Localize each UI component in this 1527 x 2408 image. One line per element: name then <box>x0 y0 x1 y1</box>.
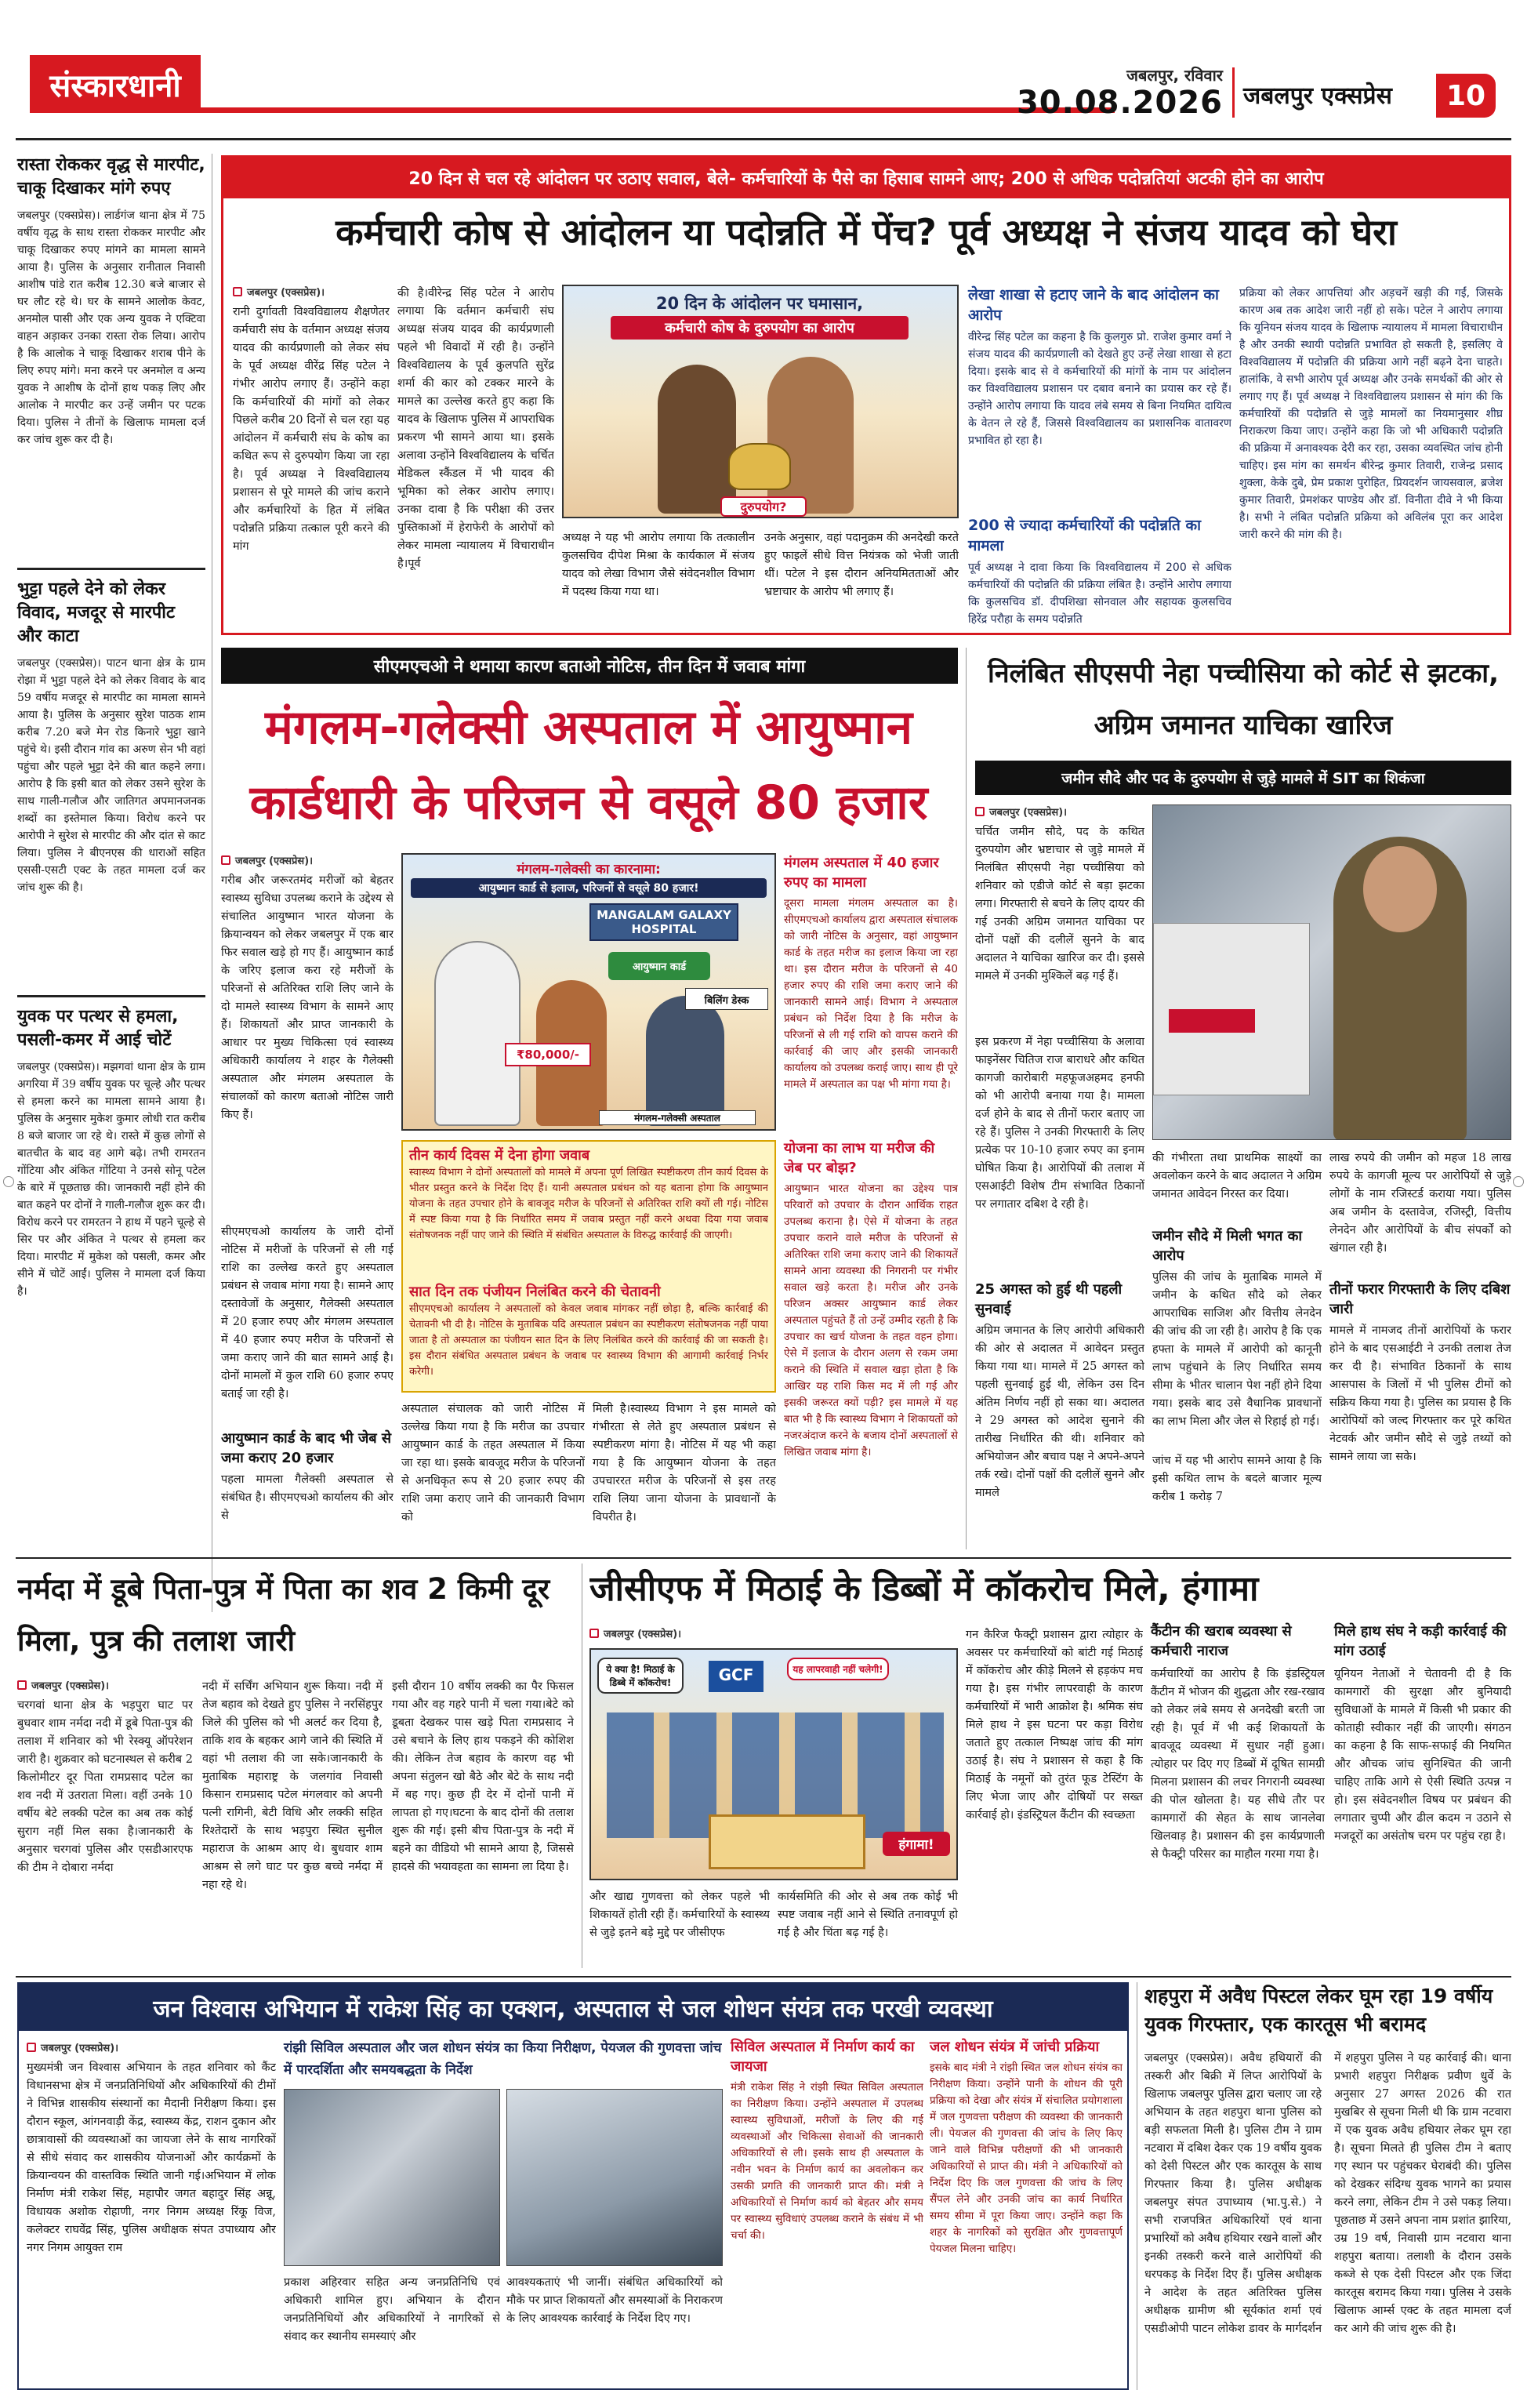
story-gcf <box>589 1564 1511 1968</box>
vehicle-plate <box>1169 1009 1255 1033</box>
cartoon-caption: मंगलम-गलेक्सी अस्पताल <box>599 1110 756 1125</box>
paper-name: जबलपुर एक्सप्रेस <box>1243 82 1392 110</box>
top-story-body-1: रानी दुर्गावती विश्वविद्यालय शैक्षणेतर कर्मचारी संघ के वर्तमान अध्यक्ष संजय यादव की कार्यप्रणाली को लेकर संघ के पूर्व अध्यक्ष वीरेंद्र सिंह पटेल ने गंभीर आरोप लगाए हैं। उन्होंने कहा कि कर्मचारियों की मांगों को लेकर पिछले करीब 20 दिनों से चल रहा यह आंदोलन में कर्मचारी संघ के कोष का कथित रूप से दुरुपयोग किया जा रहा है। पूर्व अध्यक्ष ने विश्वविद्यालय प्रशासन से पूरे मामले की जांच कराने और कर्मचारियों के हित में लंबित पदोन्नति प्रक्रिया तत्काल पूरी करने की मांग <box>233 306 390 553</box>
sidebar-heading: लेखा शाखा से हटाए जाने के बाद आंदोलन का आरोप <box>968 286 1219 324</box>
billing-desk: बिलिंग डेस्क <box>685 988 768 1010</box>
section-rule <box>16 1557 1511 1559</box>
brief-3-headline: युवक पर पत्थर से हमला, पसली-कमर में आई चोटें <box>17 1007 179 1050</box>
sidebar-heading: जल शोधन संयंत्र में जांची प्रक्रिया <box>930 2039 1100 2055</box>
story-csp-body-2a: की गंभीरता तथा प्राथमिक साक्ष्यों का अवलोकन करने के बाद अदालत ने अग्रिम जमानत आवेदन निरस्त कर दिया। <box>1152 1152 1322 1200</box>
masthead-bottom-rule <box>16 138 1511 140</box>
byline: जबलपुर (एक्सप्रेस)। <box>589 1626 825 1640</box>
brief-divider <box>17 995 205 997</box>
story-gcf-body-1: गन कैरिज फैक्ट्री प्रशासन द्वारा त्योहार के अवसर पर कर्मचारियों को बांटी गई मिठाई में कॉकरोच और कीड़े मिलने से हड़कंप मच गया है। इस गंभीर लापरवाही के कारण कर्मचारियों में भारी आक्रोश है। श्रमिक संघ मिले हाथ ने इस घटना पर कड़ा विरोध जताते हुए तत्काल निष्पक्ष जांच की मांग उठाई है। संघ ने प्रशासन से कहा है कि मिठाई के नमूनों को तुरंत फूड टेस्टिंग के लिए भेजा जाए और दोषियों पर सख्त कार्रवाई हो। इंडस्ट्रियल कैंटीन की स्वच्छता <box>966 1629 1143 1821</box>
top-story-headline: कर्मचारी कोष से आंदोलन या पदोन्नति में पेंच? पूर्व अध्यक्ष ने संजय यादव को घेरा <box>336 211 1397 253</box>
story-csp-subhead: तीनों फरार गिरफ्तारी के लिए दबिश जारी <box>1329 1281 1511 1317</box>
sidebar-text: दूसरा मामला मंगलम अस्पताल का है। सीएमएचओ कार्यालय द्वारा अस्पताल संचालक को जारी नोटिस के अनुसार, वहां आयुष्मान कार्ड के तहत मरीज का इलाज किया जा रहा था। इस दौरान मरीज के परिजनों से 40 हजार रुपए की राशि जमा कराए जाने की जानकारी सामने आई। विभाग ने अस्पताल प्रबंधन को निर्देश दिया है कि मरीज के परिजनों से ली गई राशि को वापस कराने की कार्रवाई की जाए और इसकी जानकारी कार्यालय को उपलब्ध कराई जाए। साथ ही पूरे मामले में अस्पताल का पक्ष भी मांगा गया है। <box>784 897 958 1091</box>
masthead-divider <box>1232 67 1235 118</box>
brief-1-headline: रास्ता रोककर वृद्ध से मारपीट, चाकू दिखाकर मांगे रुपए <box>17 155 205 198</box>
masthead <box>0 0 1527 151</box>
sidebar-heading: मंगलम अस्पताल में 40 हजार रुपए का मामला <box>784 855 939 891</box>
story-csp-photo <box>1152 804 1511 1140</box>
story-ayushman-cartoon <box>401 853 776 1131</box>
photo-water-plant <box>506 2089 723 2266</box>
sidebar-heading: सिविल अस्पताल में निर्माण कार्य का जायजा <box>731 2039 915 2075</box>
story-narmada-col1 <box>17 1678 193 1967</box>
story-jan-vishwas-body-1: मुख्यमंत्री जन विश्वास अभियान के तहत शनिवार को कैंट विधानसभा क्षेत्र में जनप्रतिनिधियों और अधिकारियों की टीमों ने विभिन्न शासकीय संस्थानों का मैदानी निरीक्षण किया। इस दौरान स्कूल, आंगनवाड़ी केंद्र, स्वास्थ्य केंद्र, राशन दुकान और छात्रावासों की व्यवस्थाओं का जायजा लेने के साथ नागरिकों से सीधे संवाद कर शासकीय योजनाओं और कार्यक्रमों के क्रियान्वयन की वास्तविक स्थिति जानी गई।अभियान में लोक निर्माण मंत्री राकेश सिंह, महापौर जगत बहादुर सिंह अन्नू, विधायक अशोक रोहाणी, नगर निगम अध्यक्ष रिंकू विज, कलेक्टर राघवेंद्र सिंह, पुलिस अधीक्षक संपत उपाध्याय और नगर निगम आयुक्त राम <box>27 2061 276 2254</box>
page-number: 10 <box>1436 74 1496 118</box>
cartoon-shout: हंगामा! <box>883 1832 950 1856</box>
story-ayushman-sidebar <box>784 853 958 1543</box>
cartoon-bubble-2: यह लापरवाही नहीं चलेगी! <box>787 1658 889 1680</box>
section-rule <box>16 1976 1511 1978</box>
brief-2-headline: भुट्टा पहले देने को लेकर विवाद, मजदूर से मारपीट और काटा <box>17 579 176 646</box>
story-gcf-cartoon <box>589 1648 958 1880</box>
story-ayushman-body-1b: सीएमएचओ कार्यालय के जारी दोनों नोटिस में मरीजों के परिजनों से ली गई राशि का उल्लेख करते हुए अस्पताल प्रबंधन से जवाब मांगा गया है। सामने आए दस्तावेजों के अनुसार, गैलेक्सी अस्पताल में 20 हजार रुपए और मंगलम अस्पताल में 40 हजार रुपए मरीज के परिजनों से जमा कराए जाने की बात सामने आई है। दोनों मामलों में कुल राशि 60 हजार रुपए बताई जा रही है। <box>221 1226 394 1400</box>
city-day: जबलपुर, रविवार <box>1126 66 1223 85</box>
story-csp-subhead: 25 अगस्त को हुई थी पहली सुनवाई <box>975 1281 1123 1317</box>
brief-1-body: जबलपुर (एक्सप्रेस)। लार्डगंज थाना क्षेत्र में 75 वर्षीय वृद्ध के साथ रास्ता रोककर मारपीट और चाकू दिखाकर रुपए मांगने का मामला सामने आया है। पुलिस के अनुसार रानीताल निवासी आशीष पांडे रात करीब 12.30 बजे बाजार से घर लौट रहे थे। घर के सामने आलोक केवट, अनमोल पासी और एक अन्य युवक ने एक्टिवा वाहन अड़ाकर उनका रास्ता रोक लिया। आरोप है कि आलोक ने चाकू दिखाकर शराब पीने के लिए रुपए मांगे। मना करने पर अनमोल व अन्य युवक ने आशीष के दोनों हाथ पकड़ लिए और आलोक ने मारपीट कर उन्हें जमीन पर पटक दिया। पुलिस ने तीनों के खिलाफ मामला दर्ज कर जांच शुरू कर दी है। <box>17 209 205 446</box>
photo-hospital-visit <box>284 2089 500 2266</box>
cartoon-title: 20 दिन के आंदोलन पर घमासान, <box>655 294 864 313</box>
byline: जबलपुर (एक्सप्रेस)। <box>975 804 1144 819</box>
story-csp-col2 <box>1152 1150 1322 1542</box>
top-story-deck: 20 दिन से चल रहे आंदोलन पर उठाए सवाल, बेले- कर्मचारियों के पैसे का हिसाब सामने आए; 200 से अधिक पदोन्नतियां अटकी होने का आरोप <box>223 158 1509 198</box>
sidebar-text: पूर्व अध्यक्ष ने दावा किया कि विश्वविद्यालय में 200 से अधिक कर्मचारियों की पदोन्नति की प्रक्रिया लंबित है। उन्होंने आरोप लगाया कि कुलसचिव डॉ. दीपशिखा सोनवाल और सहायक कुलसचिव हिरेंद्र परौहा के समय पदोन्नति <box>968 561 1231 626</box>
story-ayushman-subhead: आयुष्मान कार्ड के बाद भी जेब से जमा कराए 20 हजार <box>221 1430 392 1466</box>
byline-icon <box>27 2043 36 2052</box>
notice-text: स्वास्थ्य विभाग ने दोनों अस्पतालों को मामले में अपना पूर्ण लिखित स्पष्टीकरण तीन कार्य दिवस के भीतर प्रस्तुत करने के निर्देश दिए हैं। यानी अस्पताल प्रबंधन को यह बताना होगा कि आयुष्मान योजना के तहत उपचार होने के बावजूद मरीज के परिजनों से अतिरिक्त राशि क्यों ली गई। नोटिस में स्पष्ट किया गया है कि निर्धारित समय में जवाब प्रस्तुत नहीं करने अथवा दिया गया जवाब संतोषजनक नहीं पाए जाने की स्थिति में संबंधित अस्पताल के विरुद्ध कार्रवाई की जाएगी। <box>409 1167 768 1241</box>
story-csp-headline: निलंबित सीएसपी नेहा पच्चीसिया को कोर्ट से झटका, अग्रिम जमानत याचिका खारिज <box>987 658 1500 741</box>
story-gcf-sidebar-a <box>1151 1622 1325 1967</box>
story-csp-body-3b: मामले में नामजद तीनों आरोपियों के फरार होने के बाद एसआईटी ने उनकी तलाश तेज कर दी है। संभावित ठिकानों के साथ आसपास के जिलों में भी पुलिस टीमों को सक्रिय किया गया है। पुलिस का प्रयास है कि आरोपियों को जल्द गिरफ्तार कर पूरे कथित नेटवर्क और जमीन सौदे से जुड़े तथ्यों को सामने लाया जा सके। <box>1329 1324 1511 1463</box>
top-story-sidebar-b: प्रक्रिया को लेकर आपत्तियां और अड़चनें खड़ी की गईं, जिसके कारण अब तक आदेश जारी नहीं हो सके। पटेल ने आरोप लगाया कि यूनियन संजय यादव के खिलाफ न्यायालय में मामला विचाराधीन है और उनकी स्थायी पदोन्नति प्रभावित हो सकती है, इसलिए वे विश्वविद्यालय में पदोन्नति की प्रक्रिया आगे नहीं बढ़ने देना चाहते। हालांकि, वे सभी आरोप पूर्व अध्यक्ष और उनके समर्थकों की ओर से लगाए गए हैं। पूर्व अध्यक्ष ने विश्वविद्यालय प्रशासन से मांग की कि कर्मचारियों की पदोन्नति से जुड़े मामलों का नियमानुसार शीघ्र निराकरण किया जाए। उन्होंने कहा कि जो भी अधिकारी पदोन्नति की प्रक्रिया में अनावश्यक देरी कर रहा, उसका व्यवस्थित जांच होनी चाहिए। इस मांग का समर्थन बीरेन्द्र कुमार तिवारी, राजेन्द्र प्रसाद शुक्ला, केके दुबे, प्रेम प्रकाश पुरोहित, प्रियदर्शन जायसवाल, ब्रजेश कुमार तिवारी, प्रेमशंकर पाण्डेय और डॉ. विनीता दीवे ने भी किया है। सभी ने लंबित पदोन्नति प्रक्रिया को अविलंब पूरा कर आदेश जारी करने की मांग की है। <box>1239 287 1503 541</box>
top-story-sidebar-a <box>968 285 1231 630</box>
issue-date: 30.08.2026 <box>1016 85 1223 121</box>
story-narmada-headline: नर्मदा में डूबे पिता-पुत्र में पिता का शव 2 किमी दूर मिला, पुत्र की तलाश जारी <box>17 1572 550 1658</box>
mid-col-rule <box>966 648 967 1549</box>
story-csp-body-1: चर्चित जमीन सौदे, पद के कथित दुरुपयोग और भ्रष्टाचार से जुड़े मामले में निलंबित सीएसपी नेहा पच्चीसिया को शनिवार को एडीजे कोर्ट से बड़ा झटका लगा। गिरफ्तारी से बचने के लिए दायर की गई उनकी अग्रिम जमानत याचिका पर दोनों पक्षों की दलीलें सुनने के बाद अदालत ने याचिका खारिज कर दी। इससे मामले में उनकी मुश्किलें बढ़ गई हैं। <box>975 826 1144 982</box>
byline-icon <box>589 1629 599 1638</box>
cartoon-question-label: दुरुपयोग? <box>720 496 807 517</box>
story-gcf-byline <box>589 1626 825 1645</box>
story-narmada-body-2: नदी में सर्चिंग अभियान शुरू किया। नदी में तेज बहाव को देखते हुए पुलिस ने नरसिंहपुर जिले की पुलिस को भी अलर्ट कर दिया है, ताकि शव के बहकर आगे जाने की स्थिति में वहां भी तलाश की जा सके।जानकारी के मुताबिक महाराष्ट्र के जलगांव निवासी किसान रामप्रसाद पटेल मंगलवार को अपनी पत्नी रागिनी, बेटी विधि और लक्की सहित रिश्तेदारों के साथ भड़पुरा स्थित सुनील महाराज के आश्रम आए थे। बुधवार शाम आश्रम से लगे घाट पर कुछ बच्चे नर्मदा में नहा रहे थे। <box>202 1680 383 1891</box>
sidebar-heading: मिले हाथ संघ ने कड़ी कार्रवाई की मांग उठाई <box>1334 1623 1507 1659</box>
top-story-col1 <box>233 285 390 630</box>
top-story-body-3: अध्यक्ष ने यह भी आरोप लगाया कि तत्कालीन कुलसचिव दीपेश मिश्रा के कार्यकाल में संजय यादव को लेखा विभाग जैसे संवेदनशील विभाग में पदस्थ किया गया था। <box>562 532 755 598</box>
story-csp <box>975 648 1511 1549</box>
story-jan-vishwas-col1 <box>27 2040 276 2385</box>
top-story-cartoon <box>562 285 959 518</box>
cartoon-subtitle: आयुष्मान कार्ड से इलाज, परिजनों से वसूले 80 हजार! <box>411 878 767 898</box>
story-jan-vishwas-body-2: आवश्यकताएं भी जानीं। संबंधित अधिकारियों को मौके पर प्राप्त शिकायतों और समस्याओं के निराकरण के लिए आवश्यक कार्रवाई के निर्देश दिए गए। <box>506 2276 723 2325</box>
story-jan-vishwas-headline: जन विश्वास अभियान में राकेश सिंह का एक्शन, अस्पताल से जल शोधन संयंत्र तक परखी व्यवस्था <box>19 1984 1127 2031</box>
story-narmada-body-3: इसी दौरान 10 वर्षीय लक्की का पैर फिसल गया और वह गहरे पानी में चला गया।बेटे को डूबता देखकर पास खड़े पिता रामप्रसाद ने उसे बचाने के लिए हाथ पकड़ने की कोशिश की। लेकिन तेज बहाव के कारण वह भी अपना संतुलन खो बैठे और बेटे के साथ नदी में बह गए। कुछ ही देर में दोनों पानी में लापता हो गए।घटना के बाद दोनों की तलाश शुरू की गई। इसी बीच पिता-पुत्र के नदी में बहने का वीडियो भी सामने आया है, जिससे हादसे की भयावहता का सामना ला दिया है। <box>392 1680 574 1873</box>
story-ayushman-body-1: गरीब और जरूरतमंद मरीजों को बेहतर स्वास्थ्य सुविधा उपलब्ध कराने के उद्देश्य से संचालित आयुष्मान भारत योजना के क्रियान्वयन को लेकर जबलपुर में एक बार फिर सवाल खड़े हो गए हैं। आयुष्मान कार्ड के जरिए इलाज करा रहे मरीजों के परिजनों से अतिरिक्त राशि लिए जाने के दो मामले स्वास्थ्य विभाग के सामने आए हैं। शिकायतों और प्राप्त जानकारी के आधार पर मुख्य चिकित्सा एवं स्वास्थ्य अधिकारी कार्यालय ने शहर के गैलेक्सी अस्पताल और मंगलम अस्पताल के संचालकों को कारण बताओ नोटिस जारी किए हैं। <box>221 874 394 1121</box>
byline: जबलपुर (एक्सप्रेस)। <box>27 2040 276 2054</box>
story-csp-subhead: जमीन सौदे में मिली भगत का आरोप <box>1152 1228 1303 1264</box>
story-csp-body-1c: अग्रिम जमानत के लिए आरोपी अधिकारी की ओर से अदालत में आवेदन प्रस्तुत किया गया था। मामले में 25 अगस्त को पहली सुनवाई हुई थी, लेकिन उस दिन अंतिम निर्णय नहीं हो सका था। अदालत ने 29 अगस्त को आदेश सुनाने की तारीख निर्धारित की थी। शनिवार को अभियोजन और बचाव पक्ष ने अपने-अपने तर्क रखे। दोनों पक्षों की दलीलें सुनने और मामले <box>975 1324 1144 1499</box>
story-jan-vishwas <box>17 1982 1129 2390</box>
byline: जबलपुर (एक्सप्रेस)। <box>221 853 394 867</box>
story-ayushman <box>221 648 958 1549</box>
top-story-body-2: की है।वीरेन्द्र सिंह पटेल ने आरोप लगाया कि वर्तमान कर्मचारी संघ अध्यक्ष संजय यादव की कार्यप्रणाली पहले भी विवादों में रही है। उन्होंने विश्वविद्यालय के पूर्व कुलपति सुरेंद्र शर्मा की कार को टक्कर मारने के मामले का उल्लेख करते हुए कहा कि यादव के खिलाफ पुलिस में आपराधिक प्रकरण भी सामने आया था। इसके अलावा उन्होंने विश्वविद्यालय के चर्चित मेडिकल स्कैंडल में भी यादव की भूमिका को लेकर आरोप लगाए। उनका दावा है कि परीक्षा की उत्तर पुस्तिकाओं में हेराफेरी के आरोपों को लेकर मामला न्यायालय में विचाराधीन है।पूर्व <box>397 287 554 570</box>
notice-text: सीएमएचओ कार्यालय ने अस्पतालों को केवल जवाब मांगकर नहीं छोड़ा है, बल्कि कार्रवाई की चेतावनी भी दी है। नोटिस के मुताबिक यदि अस्पताल प्रबंधन का स्पष्टीकरण संतोषजनक नहीं पाया जाता है तो अस्पताल का पंजीयन सात दिन के लिए निलंबित करने की कार्रवाई की जा सकती है। इस दौरान संबंधित अस्पताल प्रबंधन के जवाब पर स्वास्थ्य विभाग की आगामी कार्रवाई निर्भर करेगी। <box>409 1303 768 1378</box>
byline: जबलपुर (एक्सप्रेस)। <box>233 285 390 299</box>
brief-2-body: जबलपुर (एक्सप्रेस)। पाटन थाना क्षेत्र के ग्राम रोझा में भुट्टा पहले देने को लेकर विवाद के बाद 59 वर्षीय मजदूर से मारपीट का मामला सामने आया है। पुलिस के अनुसार सुरेश पाठक शाम करीब 7.20 बजे मेन रोड किनारे भुट्टा खाने पहुंचे थे। इसी दौरान गांव का अरुण सेन भी वहां पहुंचा और पहले भुट्टा देने की बात कहने लगा। आरोप है कि इसी बात को लेकर उसने सुरेश के साथ गाली-गलौज और जातिगत अपमानजनक शब्दों का इस्तेमाल किया। विरोध करने पर आरोपी ने सुरेश से मारपीट की और दांत से काट लिया। पुलिस ने बीएनएस की धाराओं सहित एससी-एसटी एक्ट के तहत मामला दर्ज कर जांच शुरू की है। <box>17 657 205 894</box>
story-ayushman-deck: सीएमएचओ ने थमाया कारण बताओ नोटिस, तीन दिन में जवाब मांगा <box>221 648 958 684</box>
sidebar-heading: 200 से ज्यादा कर्मचारियों की पदोन्नति का मामला <box>968 517 1201 554</box>
cartoon-bill: ₹80,000/- <box>505 1043 591 1066</box>
byline: जबलपुर (एक्सप्रेस)। <box>17 1678 193 1692</box>
story-gcf-body-1b: और खाद्य गुणवत्ता को लेकर पहले भी शिकायतें होती रही हैं। कर्मचारियों के स्वास्थ्य से जुड़े इतने बड़े मुद्दे पर जीसीएफ <box>589 1890 770 1939</box>
byline-icon <box>233 287 242 296</box>
story-ayushman-col1 <box>221 853 394 1543</box>
cartoon-figure-right <box>767 357 854 514</box>
brief-divider <box>17 568 205 570</box>
story-csp-deck: जमीन सौदे और पद के दुरुपयोग से जुड़े मामले में SIT का शिकंजा <box>975 761 1511 795</box>
story-csp-body-3a: लाख रुपये की जमीन को महज 18 लाख रुपये के कागजी मूल्य पर आरोपियों से जुड़े लोगों के नाम रजिस्टर्ड कराया गया। पुलिस अब जमीन के दस्तावेज, रजिस्ट्री, वित्तीय लेनदेन और आरोपियों के बीच संपर्कों को खंगाल रही है। <box>1329 1152 1511 1255</box>
cartoon-bubble-1: ये क्या है! मिठाई के डिब्बे में कॉकरोच! <box>597 1658 684 1694</box>
story-shahpura-body: जबलपुर (एक्सप्रेस)। अवैध हथियारों की तस्करी और बिक्री में लिप्त आरोपियों के खिलाफ जबलपुर पुलिस द्वारा चलाए जा रहे अभियान के तहत शहपुरा थाना पुलिस को बड़ी सफलता मिली है। पुलिस टीम ने ग्राम नटवारा में दबिश देकर एक 19 वर्षीय युवक को देसी पिस्टल और एक कारतूस के साथ गिरफ्तार किया है। पुलिस अधीक्षक जबलपुर संपत उपाध्याय (भा.पु.से.) ने सभी राजपत्रित अधिकारियों एवं थाना प्रभारियों को अवैध हथियार रखने वालों और इनकी तस्करी करने वाले आरोपियों की धरपकड़ के निर्देश दिए हैं। पुलिस अधीक्षक ने आदेश के तहत अतिरिक्त पुलिस अधीक्षक ग्रामीण श्री सूर्यकांत शर्मा एवं एसडीओपी पाटन लोकेश डावर के मार्गदर्शन में शहपुरा पुलिस ने यह कार्रवाई की। थाना प्रभारी शहपुरा निरीक्षक प्रवीण धुर्वे के अनुसार 27 अगस्त 2026 की रात मुखबिर से सूचना मिली थी कि ग्राम नटवारा में एक युवक अवैध हथियार लेकर घूम रहा है। सूचना मिलते ही पुलिस टीम ने बताए गए स्थान पर पहुंचकर घेराबंदी की। पुलिस को देखकर संदिग्ध युवक भागने का प्रयास करने लगा, लेकिन टीम ने उसे पकड़ लिया। पूछताछ में उसने अपना नाम प्रशांत झारिया, उम्र 19 वर्ष, निवासी ग्राम नटवारा थाना शहपुरा बताया। तलाशी के दौरान उसके कब्जे से एक देसी पिस्टल और एक जिंदा कारतूस बरामद किया गया। पुलिस ने उसके खिलाफ आर्म्स एक्ट के तहत मामला दर्ज कर आगे की जांच शुरू की है। <box>1144 2052 1511 2335</box>
story-narmada-body-1: चरगवां थाना क्षेत्र के भड़पुरा घाट पर बुधवार शाम नर्मदा नदी में डूबे पिता-पुत्र की तलाश में शनिवार को भी रेस्क्यू ऑपरेशन जारी है। शुक्रवार को घटनास्थल से करीब 2 किलोमीटर दूर पिता रामप्रसाद पटेल का शव नदी में उतराता मिला। वहीं उनके 10 वर्षीय बेटे लक्की पटेल का अब तक कोई सुराग नहीं मिल सका है।जानकारी के अनुसार चरगवां पुलिस और एसडीआरएफ की टीम ने दोबारा नर्मदा <box>17 1699 193 1874</box>
sidebar-text: यूनियन नेताओं ने चेतावनी दी है कि कामगारों की सुरक्षा और बुनियादी सुविधाओं के मामले में किसी भी प्रकार की कोताही स्वीकार नहीं की जाएगी। संगठन का कहना है कि साफ-सफाई की नियमित और औचक जांच सुनिश्चित की जानी चाहिए ताकि आगे से ऐसी स्थिति उत्पन्न न हो। इस संवेदनशील विषय पर प्रबंधन की लगातार चुप्पी और ढील कदम न उठाने से मजदूरों का असंतोष चरम पर पहुंच रहा है। <box>1334 1668 1511 1843</box>
story-csp-col3 <box>1329 1150 1511 1542</box>
story-narmada <box>17 1564 574 1968</box>
story-gcf-sidebar-b <box>1334 1622 1511 1967</box>
byline-icon <box>975 807 985 816</box>
masthead-rule <box>201 107 1115 113</box>
top-story-body-4: उनके अनुसार, वहां पदानुक्रम की अनदेखी करते हुए फाइलें सीधे वित्त नियंत्रक को भेजी जाती थीं। पटेल ने इस दौरान अनियमितताओं और भ्रष्टाचार के आरोप भी लगाए हैं। <box>764 532 959 598</box>
sidebar-text: कर्मचारियों का आरोप है कि इंडस्ट्रियल कैंटीन में भोजन की शुद्धता और रख-रखाव को लेकर लंबे समय से अनदेखी बरती जा रही है। पूर्व में भी कई शिकायतों के बावजूद व्यवस्था में सुधार नहीं हुआ। त्योहार पर दिए गए डिब्बों में दूषित सामग्री मिलना प्रशासन की लचर निगरानी व्यवस्था की पोल खोलता है। यह सीधे तौर पर कामगारों की सेहत के साथ जानलेवा खिलवाड़ है। प्रशासन की इस कार्यप्रणाली से फैक्ट्री परिसर का माहौल गरमा गया है। <box>1151 1668 1325 1861</box>
sidebar-text: वीरेन्द्र सिंह पटेल का कहना है कि कुलगुरु प्रो. राजेश कुमार वर्मा ने संजय यादव की कार्यप्रणाली को देखते हुए उन्हें लेखा शाखा से हटा दिया। इसके बाद से वे कर्मचारियों की मांगों के नाम पर आंदोलन कर विश्वविद्यालय प्रशासन पर दबाव बनाने का प्रयास कर रहे हैं। उन्होंने आरोप लगाया कि यादव लंबे समय से बिना नियमित दायित्व के वेतन ले रहे हैं, जिससे विश्वविद्यालय का प्रशासनिक वातावरण प्रभावित हो रहा है। <box>968 331 1231 447</box>
cartoon-title: मंगलम-गलेक्सी का कारनामा: <box>517 862 661 877</box>
sidebar-text: मंत्री राकेश सिंह ने रांझी स्थित सिविल अस्पताल का निरीक्षण किया। उन्होंने अस्पताल में उपलब्ध स्वास्थ्य सुविधाओं, मरीजों के लिए की गई व्यवस्थाओं और चिकित्सा सेवाओं की जानकारी अधिकारियों से ली। इसके साथ ही अस्पताल के नवीन भवन के निर्माण कार्य का अवलोकन कर उसकी प्रगति की जानकारी प्राप्त की। मंत्री ने अधिकारियों से निर्माण कार्य को बेहतर और समय पर स्वास्थ्य सुविधाएं उपलब्ध कराने के संबंध में भी चर्चा की। <box>731 2081 923 2242</box>
section-title: संस्कारधानी <box>49 67 181 104</box>
cartoon-figure-doctor <box>434 941 520 1126</box>
left-column <box>17 154 205 1620</box>
story-shahpura <box>1144 1982 1511 2390</box>
story-ayushman-headline: मंगलम-गलेक्सी अस्पताल में आयुष्मान कार्डधारी के परिजन से वसूले 80 हजार <box>249 700 928 830</box>
story-gcf-body-2b: कार्यसमिति की ओर से अब तक कोई भी स्पष्ट जवाब नहीं आने से स्थिति तनावपूर्ण हो गई है और चिंता बढ़ गई है। <box>778 1890 958 1939</box>
story-csp-col1 <box>975 804 1144 1542</box>
sidebar-heading: योजना का लाभ या मरीज की जेब पर बोझ? <box>784 1140 935 1176</box>
factory-sign: GCF <box>709 1661 764 1692</box>
story-ayushman-body-4: मिली है।स्वास्थ्य विभाग ने इस मामले को गंभीरता से लेते हुए अस्पताल प्रबंधन से स्पष्टीकरण मांगा है। नोटिस में यह भी कहा गया है कि आयुष्मान योजना के तहत उपचाररत मरीज के परिजनों से इस तरह राशि लिया जाना योजना के प्रावधानों के विपरीत है। <box>593 1403 776 1524</box>
hospital-sign: MANGALAM GALAXY HOSPITAL <box>589 903 738 941</box>
cartoon-figure-official <box>646 996 724 1126</box>
cartoon-subtitle: कर्मचारी कोष के दुरुपयोग का आरोप <box>611 316 909 340</box>
registration-mark <box>1513 1176 1524 1187</box>
cartoon-figure-left <box>658 365 736 514</box>
story-gcf-headline: जीसीएफ में मिठाई के डिब्बों में कॉकरोच मिले, हंगामा <box>589 1569 1259 1609</box>
top-story <box>221 155 1511 635</box>
story-csp-body-2b: पुलिस की जांच के मुताबिक मामले में जमीन के कथित सौदे को लेकर आपराधिक साजिश और वित्तीय लेनदेन की जांच की जा रही है। आरोप है कि एक हफ्ता के मामले में आरोपी को कानूनी लाभ पहुंचाने के लिए निर्धारित समय सीमा के भीतर चालान पेश नहीं होने दिया गया। इसके बाद उसे वैधानिक प्रावधानों का लाभ मिला और जेल से रिहाई हो गई। <box>1152 1271 1322 1428</box>
story-ayushman-body-3: अस्पताल संचालक को जारी नोटिस में उल्लेख किया गया है कि मरीज का उपचार आयुष्मान कार्ड के तहत अस्पताल में किया जा रहा था। इसके बावजूद मरीज के परिजनों से अनधिकृत रूप से 20 हजार रुपए की राशि जमा कराए जाने की जानकारी विभाग को <box>401 1403 585 1524</box>
cartoon-money-bag <box>728 443 791 490</box>
brief-3-body: जबलपुर (एक्सप्रेस)। मझगवां थाना क्षेत्र के ग्राम अगरिया में 39 वर्षीय युवक पर चूल्हे और पत्थर से हमला करने का मामला सामने आया है। पुलिस के अनुसार मुकेश कुमार लोधी रात करीब 8 बजे बाजार जा रहे थे। रास्ते में कुछ लोगों से बातचीत के बाद वह आगे बढ़े। तभी रामरतन गोंटिया और अंकित गोंटिया ने उनसे सोनू पटेल के बारे में पूछताछ की। जानकारी नहीं होने की बात कहने पर दोनों ने गाली-गलौज शुरू कर दी। विरोध करने पर रामरतन ने हाथ में पहने चूल्हे से सिर पर और अंकित ने पत्थर से हमला कर दिया। मारपीट में मुकेश को पसली, कमर और सीने में चोटें आईं। पुलिस ने मामला दर्ज किया है। <box>17 1061 205 1298</box>
story-jan-vishwas-deck: रांझी सिविल अस्पताल और जल शोधन संयंत्र का किया निरीक्षण, पेयजल की गुणवत्ता जांच में पारदर्शिता और समयबद्धता के निर्देश <box>284 2040 722 2078</box>
notice-heading: सात दिन तक पंजीयन निलंबित करने की चेतावनी <box>409 1284 661 1300</box>
sidebar-text: आयुष्मान भारत योजना का उद्देश्य पात्र परिवारों को उपचार के दौरान आर्थिक राहत उपलब्ध कराना है। ऐसे में योजना के तहत उपचार कराने वाले मरीज के परिजनों से अतिरिक्त राशि जमा कराए जाने की शिकायतें सामने आना व्यवस्था की निगरानी पर गंभीर सवाल खड़े करता है। मरीज और उनके परिजन अक्सर आयुष्मान कार्ड लेकर अस्पताल पहुंचते हैं तो उन्हें उम्मीद रहती है कि उपचार का खर्च योजना के तहत वहन होगा। ऐसे में इलाज के दौरान अलग से रकम जमा कराने की स्थिति में सवाल खड़ा होता है कि आखिर यह राशि किस मद में ली गई और इसकी जरूरत क्यों पड़ी? इस मामले में यह बात भी है कि स्वास्थ्य विभाग ने शिकायतों को नजरअंदाज करने के बजाय दोनों अस्पतालों से लिखित जवाब मांगा है। <box>784 1182 958 1458</box>
ayushman-card: आयुष्मान कार्ड <box>608 952 710 980</box>
story-ayushman-body-1c: पहला मामला गैलेक्सी अस्पताल से संबंधित है। सीएमएचओ कार्यालय की ओर से <box>221 1473 394 1522</box>
sidebar-text: इसके बाद मंत्री ने रांझी स्थित जल शोधन संयंत्र का निरीक्षण किया। उन्होंने पानी के शोधन की पूरी प्रक्रिया को देखा और संयंत्र में संचालित प्रयोगशाला में जल गुणवत्ता परीक्षण की व्यवस्था की जानकारी ली। पेयजल की गुणवत्ता की जांच के लिए किए जाने वाले विभिन्न परीक्षणों की भी जानकारी अधिकारियों से प्राप्त की। मंत्री ने अधिकारियों को निर्देश दिए कि जल गुणवत्ता की जांच के लिए सैंपल लेने और उनकी जांच का कार्य निर्धारित समय सीमा में पूरा किया जाए। उन्होंने कहा कि शहर के नागरिकों को सुरक्षित और गुणवत्तापूर्ण पेयजल मिलना चाहिए। <box>930 2061 1123 2255</box>
byline-icon <box>221 855 230 865</box>
sweet-box <box>709 1814 865 1869</box>
story-csp-body-1b: इस प्रकरण में नेहा पच्चीसिया के अलावा फाइनेंसर चितिज राज बाराधरे और कथित कागजी कारोबारी महफूजअहमद हनफी को भी आरोपी बनाया गया है। मामला दर्ज होने के बाद से तीनों फरार बताए जा रहे हैं। पुलिस ने उनकी गिरफ्तारी के लिए प्रत्येक पर 10-10 हजार रुपए का इनाम घोषित किया है। आरोपियों की तलाश में एसआईटी विशेष टीम संभावित ठिकानों पर लगातार दबिश दे रही है। <box>975 1036 1144 1211</box>
officer-face <box>1363 846 1437 932</box>
story-ayushman-notice-box <box>401 1140 776 1393</box>
story-csp-body-2c: जांच में यह भी आरोप सामने आया है कि इसी कथित लाभ के बदले बाजार मूल्य करीब 1 करोड़ 7 <box>1152 1455 1322 1503</box>
notice-heading: तीन कार्य दिवस में देना होगा जवाब <box>409 1147 590 1164</box>
story-jan-vishwas-sidebar-a <box>731 2037 923 2387</box>
story-jan-vishwas-sidebar-b <box>930 2037 1123 2387</box>
story-jan-vishwas-photo-caption: प्रकाश अहिरवार सहित अन्य जनप्रतिनिधि एवं अधिकारी शामिल हुए। अभियान के दौरान जनप्रतिनिधियों और अधिकारियों ने नागरिकों से संवाद कर स्थानीय समस्याएं और <box>284 2276 500 2343</box>
byline-icon <box>17 1680 27 1690</box>
story-shahpura-headline: शहपुरा में अवैध पिस्टल लेकर घूम रहा 19 वर्षीय युवक गिरफ्तार, एक कारतूस भी बरामद <box>1144 1985 1493 2036</box>
registration-mark <box>3 1176 14 1187</box>
sidebar-heading: कैंटीन की खराब व्यवस्था से कर्मचारी नाराज <box>1151 1623 1292 1659</box>
